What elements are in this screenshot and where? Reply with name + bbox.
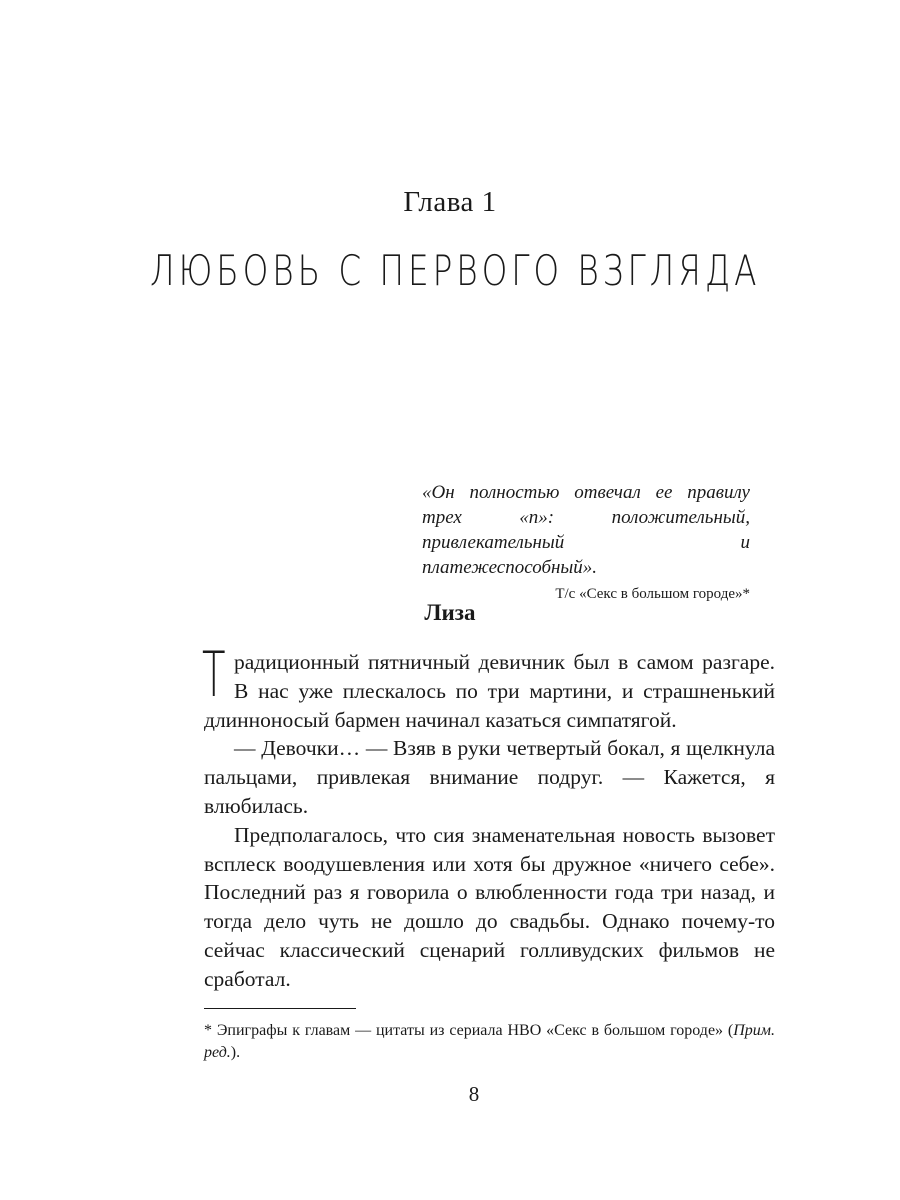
body-text: [202, 638, 775, 994]
paragraph-3: Предполагалось, что сия знаменательная новость вызовет всплеск воодушевления или хотя бы дружное «ничего себе». Последний раз я говорила о влюбленности года три назад, и тогда дело чуть не дошло до свадьбы. Однако почему-то сейчас классический сценарий голливудских фильмов не сработал.: [204, 822, 775, 991]
epigraph-quote: «Он полностью отвечал ее правилу трех «п»: положительный, привлекательный и платежеспособный».: [422, 482, 750, 578]
epigraph: [422, 480, 750, 604]
drop-cap: Т: [202, 638, 226, 711]
footnote-editor-note: Прим. ред.: [204, 1022, 775, 1061]
epigraph-source: Т/с «Секс в большом городе»*: [555, 586, 750, 602]
chapter-label: Глава 1: [403, 186, 497, 218]
paragraph-2: — Девочки… — Взяв в руки четвертый бокал, я щелкнула пальцами, привлекая внимание подруг. — Кажется, я влюбилась.: [204, 736, 775, 818]
section-title: Лиза: [424, 600, 476, 625]
footnote-suffix: ).: [230, 1044, 241, 1061]
page-number: 8: [468, 1082, 480, 1106]
paragraph-1: [202, 638, 775, 734]
footnote-divider: [204, 1008, 356, 1009]
footnote: [204, 1020, 775, 1064]
chapter-title: ЛЮБОВЬ С ПЕРВОГО ВЗГЛЯДА: [150, 246, 761, 295]
footnote-text: * Эпиграфы к главам — цитаты из сериала HBO «Секс в большом городе» (: [204, 1022, 734, 1039]
paragraph-1-text: радиционный пятничный девичник был в самом разгаре. В нас уже плескалось по три мартини, и страшненький длинноносый бармен начинал казаться симпатягой.: [204, 650, 775, 732]
